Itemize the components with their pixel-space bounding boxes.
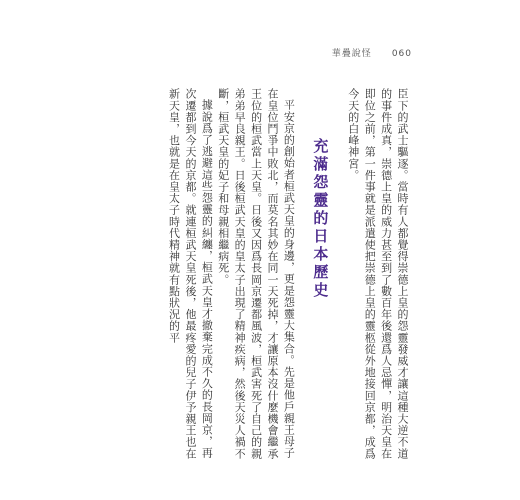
running-header (332, 46, 412, 59)
body-paragraph: 據說爲了逃避這些怨靈的糾纏，桓武天皇才撤棄完成不久的長岡京，再次遷都到今天的京都。就連桓武天皇死後，他最疼愛的兒子伊予親王也在新天皇，也就是在皇太子時代精神就有點狀況的平 (167, 88, 214, 460)
section-heading: 充滿怨靈的日本歷史 (311, 138, 330, 300)
vertical-text-page (116, 88, 410, 460)
body-paragraph: 平安京的創始者桓武天皇的身邊，更是怨靈大集合。先是他戶親王母子在皇位鬥爭中敗北，而莫名其妙在同一天死掉，才讓原本沒什麼機會繼承王位的桓武當上天皇。日後又因爲長岡京遷都風波，桓武害死了自己的親弟弟早良親王。日後桓武天皇的皇太子出現了精神疾病，然後天災人禍不斷，桓武天皇的妃子和母親相繼病死。 (216, 88, 296, 460)
chapter-title: 華疊說怪 (331, 49, 372, 59)
page-number: 060 (391, 49, 412, 59)
body-paragraph: 臣下的武士驅逐。當時有人都覺得崇德上皇的怨靈發威才讓這種大逆不道的事件成真，崇德上皇的威力甚至到了數百年後還爲人忌憚，明治天皇在即位之前，第一件事就是派遣使把崇德上皇的靈柩從外地接回京都，成爲今天的白峰神宮。 (346, 88, 409, 460)
